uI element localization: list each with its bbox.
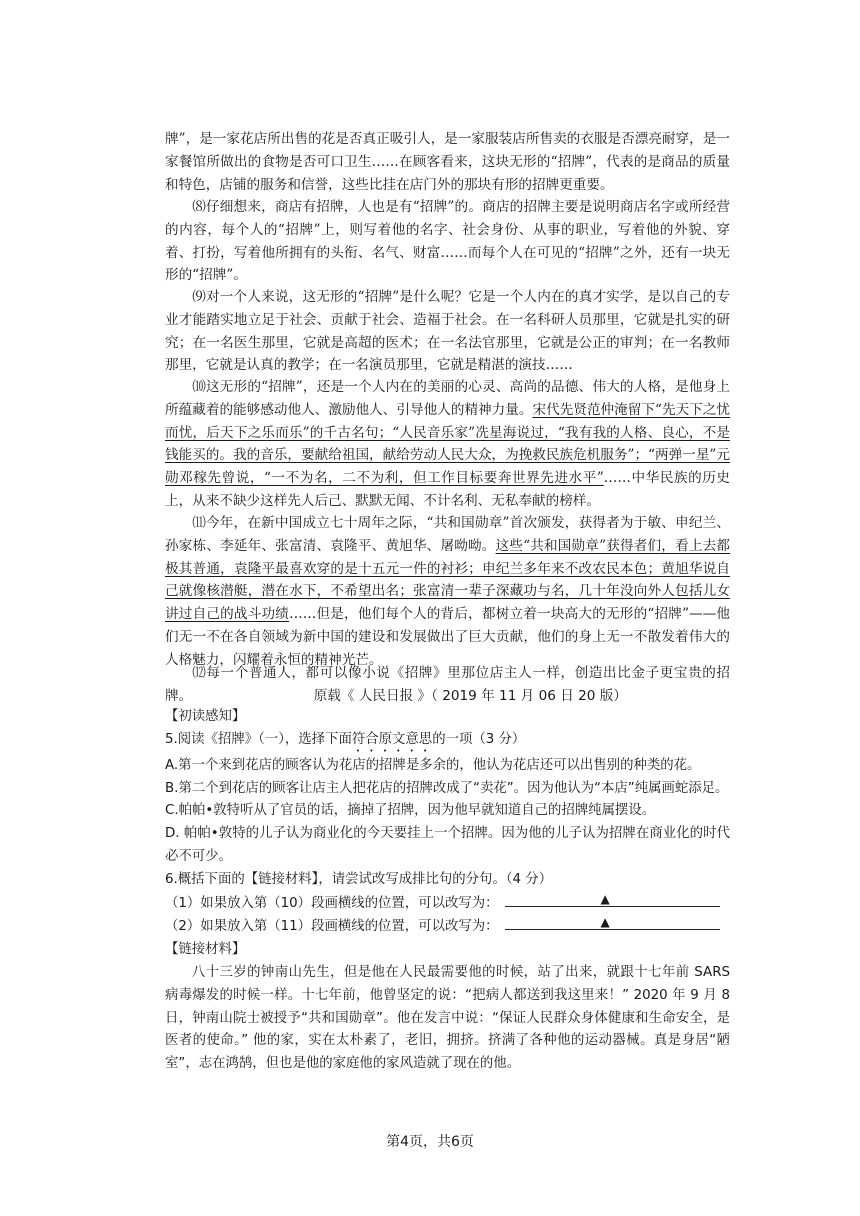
paragraph-10-end: ……中华民族的历史上，从来不缺少这样先人后己、默默无闻、不计名利、无私奉献的榜样。: [165, 470, 730, 509]
question-5-stem-b: 的一项（3 分）: [432, 731, 526, 747]
triangle-icon: ▲: [600, 915, 610, 930]
paragraph-prev: [165, 128, 730, 196]
questions-section: [165, 706, 730, 1076]
paragraph-10-text: ⑽这无形的“招牌”，还是一个人内在的美丽的心灵、高尚的品德、伟大的人格，是他身上所蕴藏着的能够感动他人、激励他人、引导他人的精神力量。: [165, 379, 730, 418]
section-first-reading: 【初读感知】: [165, 709, 246, 724]
option-a: A.第一个来到花店的顾客认为花店的招牌是多余的，他认为花店还可以出售别的种类的花。: [165, 757, 701, 773]
answer-blank-2[interactable]: [505, 915, 720, 930]
page-number: 第4页，共6页: [386, 1134, 474, 1150]
question-6-item-1: [165, 892, 730, 916]
paragraph-11-end: ……但是，他们每个人的背后，都树立着一块高大的无形的“招牌”——他们无一不在各自领域为新中国的建设和发展做出了巨大贡献，他们的身上无一不散发着伟大的人格魅力，闪耀着永恒的精神光芒。: [165, 606, 731, 668]
question-5-stem: [165, 729, 730, 755]
question-6-stem: 6.概括下面的【链接材料】，请尝试改写成排比句的分句。（4 分）: [165, 871, 553, 887]
paragraph-11-text: ⑾今年，在新中国成立七十周年之际，“共和国勋章”首次颁发，获得者为于敏、申纪兰、孙家栋、李延年、张富清、袁隆平、黄旭华、屠呦呦。: [165, 515, 730, 554]
question-6-item-2-text: （2）如果放入第（11）段画横线的位置，可以改写为：: [165, 919, 499, 935]
paragraph-8-text: ⑻仔细想来，商店有招牌，人也是有“招牌”的。商店的招牌主要是说明商店名字或所经营的内容，每个人的“招牌”上，则写着他的名字、社会身份、从事的职业，写着他的外貌、穿着、打扮，写着他所拥有的头衔、名气、财富……而每个人在可见的“招牌”之外，还有一块无形的“招牌”。: [165, 199, 730, 284]
link-material-text: 八十三岁的钟南山先生，但是他在人民最需要他的时候，站了出来，就跟十七年前 SARS 病毒爆发的时候一样。十七年前，他曾坚定的说：“把病人都送到我这里来！” 2020 年 9 月 8 日，钟南山院士被授予“共和国勋章”。他在发言中说：“保证人民群众身体健康和生命安全，是医者的使命。” 他的家，实在太朴素了，老旧，拥挤。挤满了各种他的运动器械。真是身居“陋室”，志在鸿鹄，但也是他的家庭他的家风造就了现在的他。: [165, 964, 730, 1072]
option-c: C.帕帕•敦特听从了官员的话，摘掉了招牌，因为他早就知道自己的招牌纯属摆设。: [165, 803, 656, 819]
paragraph-10-underlined: 宋代先贤范仲淹留下“先天下之忧而忧，后天下之乐而乐”的千古名句；“人民音乐家”冼星海说过，“我有我的人格、良心，不是钱能买的。我的音乐，要献给祖国，献给劳动人民大众，为挽救民族危机服务”；“两弹一星”元勋邓稼先曾说，“一不为名，二不为利，但工作目标要奔世界先进水平”: [165, 401, 731, 487]
question-6-item-2: [165, 915, 730, 939]
option-b: B.第二个到花店的顾客让店主人把花店的招牌改成了“卖花”。因为他认为“本店”纯属画蛇添足。: [165, 780, 729, 796]
paragraph-8: [165, 196, 730, 287]
paragraph-10: [165, 376, 730, 513]
answer-blank-1[interactable]: [505, 892, 720, 907]
section-link-material: 【链接材料】: [165, 942, 246, 958]
triangle-icon: ▲: [600, 891, 610, 906]
paragraph-prev-text: 牌”，是一家花店所出售的花是否真正吸引人，是一家服装店所售卖的衣服是否漂亮耐穿，是一家餐馆所做出的食物是否可口卫生……在顾客看来，这块无形的“招牌”，代表的是商品的质量和特色，店铺的服务和信誉，这些比挂在店门外的那块有形的招牌更重要。: [165, 131, 730, 193]
paragraph-11-underlined: 这些“共和国勋章”获得者们，看上去都极其普通，袁隆平最喜欢穿的是十五元一件的衬衫；申纪兰多年来不改农民本色；黄旭华说自己就像核潜艇，潜在水下，不希望出名；张富清一辈子深藏功与名，几十年没向外人包括儿女讲过自己的战斗功绩: [165, 537, 730, 623]
question-5-stem-a: 5.阅读《招牌》（一），选择下面: [165, 731, 352, 747]
paragraph-9-text: ⑼对一个人来说，这无形的“招牌”是什么呢？它是一个人内在的真才实学，是以自己的专业才能踏实地立足于社会、贡献于社会、造福于社会。在一名科研人员那里，它就是扎实的研究；在一名医生那里，它就是高超的医术；在一名法官那里，它就是公正的审判；在一名教师那里，它就是认真的教学；在一名演员那里，它就是精湛的演技……: [165, 289, 730, 374]
question-6-item-1-text: （1）如果放入第（10）段画横线的位置，可以改写为：: [165, 895, 499, 911]
paragraph-12: [165, 662, 730, 708]
option-d: D. 帕帕•敦特的儿子认为商业化的今天要挂上一个招牌。因为他的儿子认为招牌在商业化的时代必不可少。: [165, 826, 730, 864]
paragraph-11: [165, 512, 730, 672]
source-citation: 原载《 人民日报 》（ 2019 年 11 月 06 日 20 版）: [313, 687, 627, 704]
paragraph-9: [165, 286, 730, 377]
paragraph-12-text: ⑿每一个普通人，都可以像小说《招牌》里那位店主人一样，创造出比金子更宝贵的招牌。: [165, 665, 730, 704]
question-5-emphasis: 符合原文意思: [351, 731, 433, 747]
